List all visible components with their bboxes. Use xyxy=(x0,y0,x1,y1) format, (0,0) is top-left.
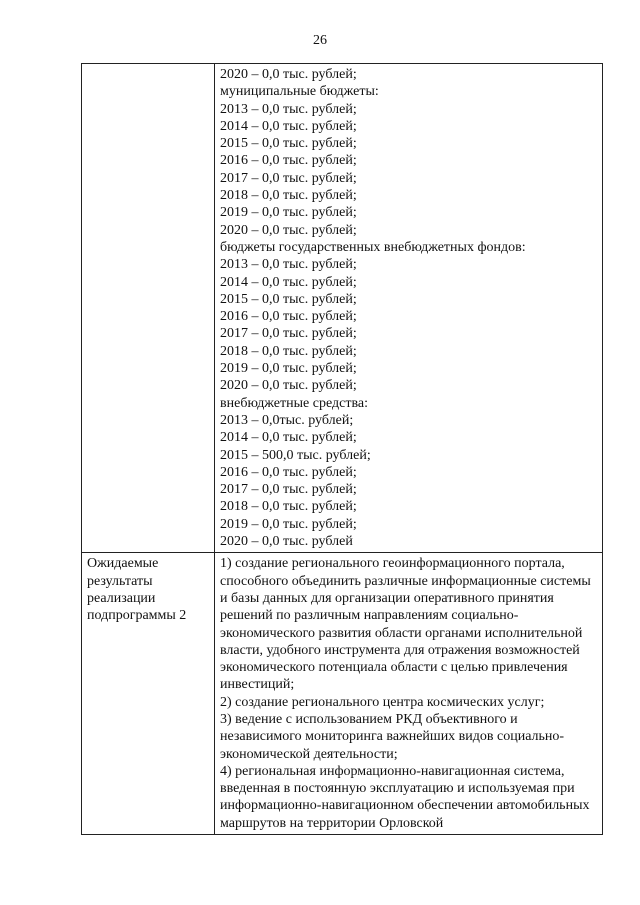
funding-line: 2020 – 0,0 тыс. рублей; xyxy=(220,67,357,82)
funding-line: внебюджетные средства: xyxy=(220,395,368,411)
result-item: 4) региональная информационно-навигационная система, введенная в постоянную эксплуатацию и используемая при информационно-навигационном обеспечении автомобильных маршрутов на территории Орловской xyxy=(220,763,590,831)
funding-line: 2017 – 0,0 тыс. рублей; xyxy=(220,170,357,186)
result-item: 1) создание регионального геоинформационного портала, способного объединить различные информационные системы и базы данных для организации оперативного принятия решений по различным направлениям социально-экономического развития области органами исполнительной власти, удобного инструмента для отражения возможностей экономического потенциала области с целью привлечения инвестиций; xyxy=(220,556,591,693)
document-table xyxy=(81,63,603,835)
result-item: 3) ведение с использованием РКД объективного и независимого мониторинга важнейших видов социально-экономической деятельности; xyxy=(220,711,565,762)
funding-line: 2020 – 0,0 тыс. рублей; xyxy=(220,378,357,394)
funding-line: 2019 – 0,0 тыс. рублей; xyxy=(220,361,357,377)
results-label-line: реализации xyxy=(87,590,156,606)
table-row-expected-results xyxy=(82,553,603,835)
funding-line: 2013 – 0,0тыс. рублей; xyxy=(220,412,354,428)
funding-line: 2014 – 0,0 тыс. рублей; xyxy=(220,118,357,134)
funding-line: 2018 – 0,0 тыс. рублей; xyxy=(220,343,357,359)
funding-line: 2018 – 0,0 тыс. рублей; xyxy=(220,499,357,515)
funding-line: 2020 – 0,0 тыс. рублей xyxy=(220,534,353,550)
funding-line: 2015 – 500,0 тыс. рублей; xyxy=(220,447,371,463)
funding-line: 2016 – 0,0 тыс. рублей; xyxy=(220,464,357,480)
results-label-line: подпрограммы 2 xyxy=(87,608,187,624)
results-label-line: Ожидаемые xyxy=(87,556,159,572)
funding-line: 2017 – 0,0 тыс. рублей; xyxy=(220,326,357,342)
funding-line: 2013 – 0,0 тыс. рублей; xyxy=(220,257,357,273)
funding-line: 2013 – 0,0 тыс. рублей; xyxy=(220,101,357,117)
table-row-funding xyxy=(82,64,603,553)
funding-line: 2014 – 0,0 тыс. рублей; xyxy=(220,430,357,446)
funding-line: муниципальные бюджеты: xyxy=(220,84,379,100)
funding-line: 2018 – 0,0 тыс. рублей; xyxy=(220,188,357,204)
page-number: 26 xyxy=(313,33,327,48)
funding-line: 2016 – 0,0 тыс. рублей; xyxy=(220,153,357,169)
funding-line: 2014 – 0,0 тыс. рублей; xyxy=(220,274,357,290)
funding-line: 2020 – 0,0 тыс. рублей; xyxy=(220,222,357,238)
funding-line: 2019 – 0,0 тыс. рублей; xyxy=(220,516,357,532)
funding-label-cell xyxy=(82,64,215,553)
funding-line: 2015 – 0,0 тыс. рублей; xyxy=(220,136,357,152)
results-label-cell xyxy=(82,553,215,835)
funding-line: 2017 – 0,0 тыс. рублей; xyxy=(220,482,357,498)
results-label-line: результаты xyxy=(87,573,153,589)
funding-line: бюджеты государственных внебюджетных фондов: xyxy=(220,239,526,255)
funding-line: 2015 – 0,0 тыс. рублей; xyxy=(220,291,357,307)
funding-content-cell xyxy=(215,64,603,553)
funding-line: 2016 – 0,0 тыс. рублей; xyxy=(220,309,357,325)
result-item: 2) создание регионального центра космических услуг; xyxy=(220,694,545,710)
funding-line: 2019 – 0,0 тыс. рублей; xyxy=(220,205,357,221)
results-content-cell xyxy=(215,553,603,835)
